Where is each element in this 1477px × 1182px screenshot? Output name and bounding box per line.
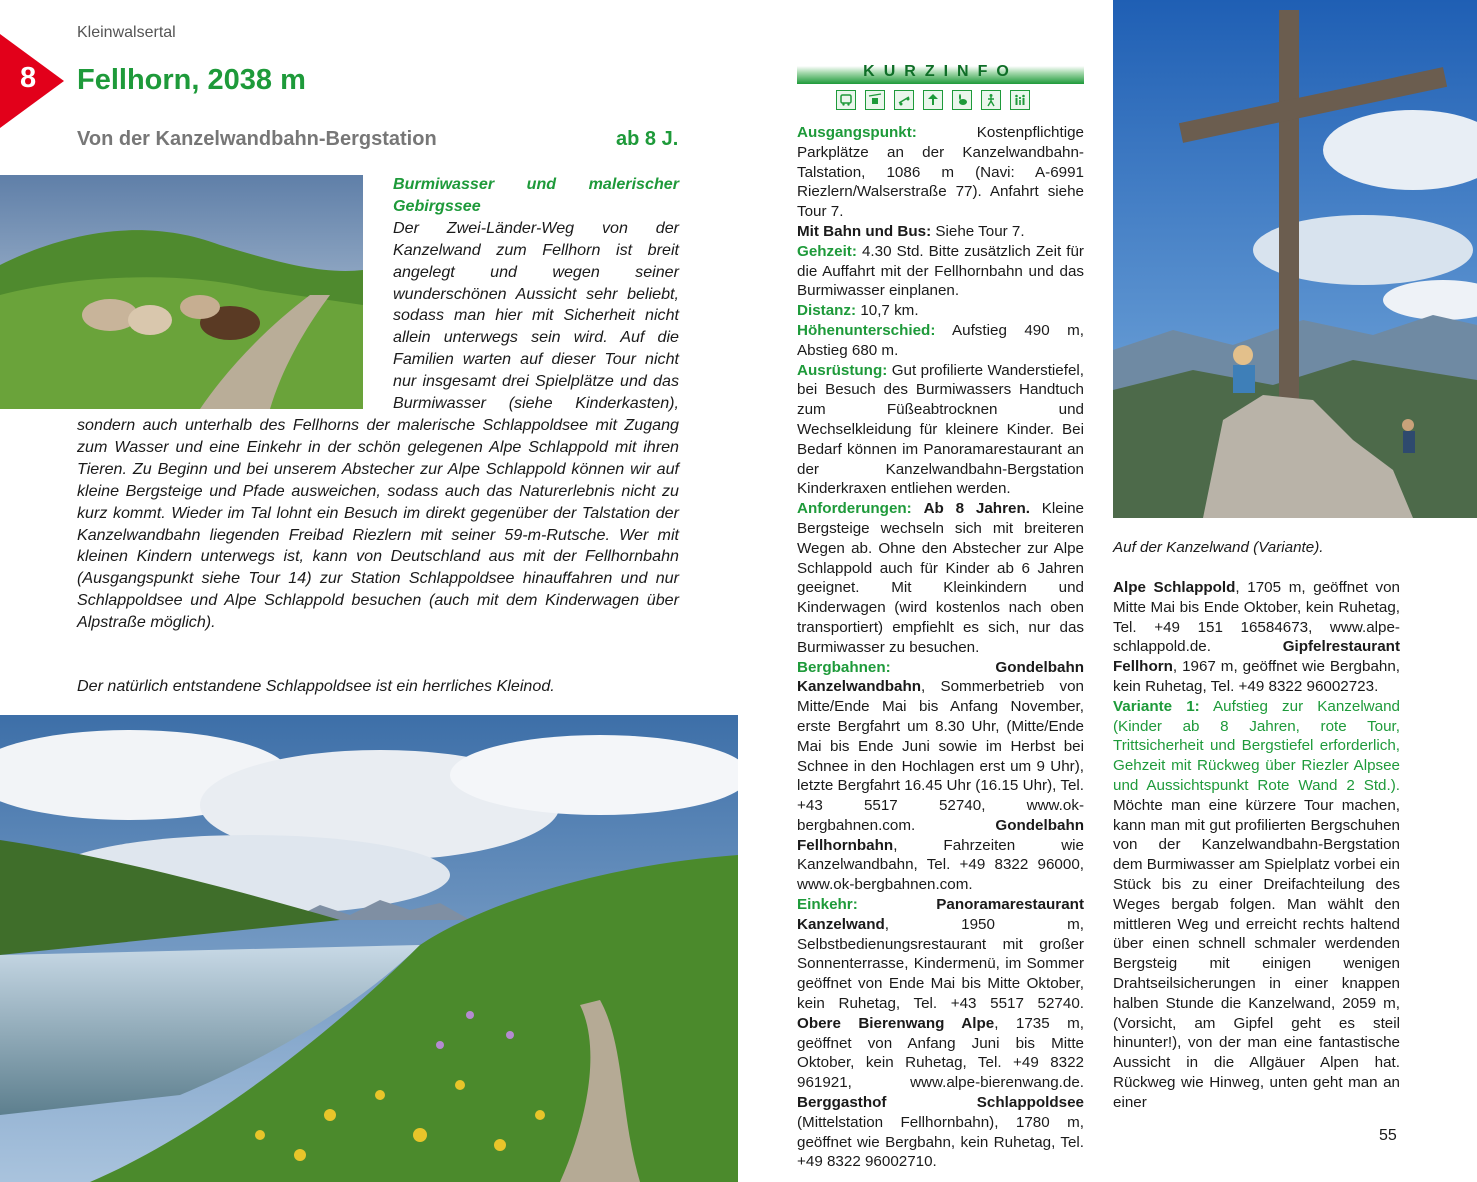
einkehr-text-2: , 1735 m, geöffnet von Anfang Juni bis Mitte Oktober, kein Ruhetag, Tel. +49 8322 961921, www.alpe-bierenwang.de. <box>797 1014 1084 1092</box>
variante-text: Möchte man eine kürzere Tour machen, kann man mit gut profilierten Bergschuhen von der Kanzelwandbahn-Bergstation dem Burmiwasser am Spielplatz vorbei ein Stück bis zu einer Dreifachteilung des Weges bergab folgen. Man wählt den mittleren Weg und erreicht rechts haltend über einen schnell schmaler werdenden Bergsteig mit einigen wenigen Drahtseilsicherungen in einer knappen halben Stunde die Kanzelwand, 2059 m, (Vorsicht, am Gipfel geht es steil hinunter!), von der man eine fantastische Aussicht in die Allgäuer Alpen hat. Rückweg wie Hinweg, unten geht man an einer <box>1113 796 1400 1111</box>
kurzinfo-column <box>797 123 1084 1172</box>
tree-icon <box>923 90 943 110</box>
page-title: Fellhorn, 2038 m <box>77 64 306 96</box>
label-hoehe: Höhenunterschied: <box>797 321 936 339</box>
intro-heading: Burmiwasser und malerischer Gebirgssee <box>393 175 679 215</box>
right-column <box>1113 578 1400 1113</box>
alpe-text: , 1705 m, geöffnet von Mitte Mai bis Ende Oktober, kein Ruhetag, Tel. +49 151 16584673, www.alpe-schlappold.de. <box>1113 579 1401 656</box>
value-gehzeit: 4.30 Std. Bitte zusätzlich Zeit für die Auffahrt mit der Fellhornbahn und das Burmiwasser einplanen. <box>797 242 1084 300</box>
caption-cross: Auf der Kanzelwand (Variante). <box>1113 539 1324 556</box>
photo-summit-cross <box>1113 0 1477 518</box>
tour-subtitle: Von der Kanzelwandbahn-Bergstation <box>77 128 437 150</box>
variante-summary: Aufstieg zur Kanzelwand (Kinder ab 8 Jahren, rote Tour, Trittsicherheit und Bergstiefel erforderlich, Gehzeit mit Rückweg über Riezler Alpsee und Aussichtspunkt Rote Wand 2 Std.). <box>1113 697 1400 794</box>
label-ausgangspunkt: Ausgangspunkt: <box>797 124 917 141</box>
rabbit-icon <box>952 90 972 110</box>
label-bergbahnen: Bergbahnen: <box>797 658 891 676</box>
value-bahn: Siehe Tour 7. <box>935 222 1025 240</box>
einkehr-name-3: Berggasthof Schlappoldsee <box>797 1094 1084 1112</box>
kurzinfo-label: KURZINFO <box>863 63 1018 80</box>
label-ausruestung: Ausrüstung: <box>797 361 888 379</box>
caption-lake: Der natürlich entstandene Schlappoldsee ist ein herrliches Kleinod. <box>77 677 555 695</box>
family-icon <box>1010 90 1030 110</box>
bus-icon <box>836 90 856 110</box>
einkehr-text-3: (Mittelstation Fellhornbahn), 1780 m, geöffnet wie Bergbahn, kein Ruhetag, Tel. +49 8322 96002710. <box>797 1113 1084 1171</box>
photo-lake <box>0 715 738 1182</box>
value-ausruestung: Gut profilierte Wanderstiefel, bei Besuch des Burmiwassers Handtuch zum Füßeabtrocknen und Wechselkleidung für kleinere Kinder. Bei Bedarf können im Panoramarestaurant an der Kanzelwandbahn-Bergstation Kinderkraxen entliehen werden. <box>797 361 1084 498</box>
einkehr-name-2: Obere Bierenwang Alpe <box>797 1014 995 1032</box>
alpe-name: Alpe Schlappold <box>1113 579 1236 596</box>
label-anforderungen: Anforderungen: <box>797 500 912 518</box>
kurzinfo-icons <box>836 90 1030 110</box>
gipfel-text: , 1967 m, geöffnet wie Bergbahn, kein Ruhetag, Tel. +49 8322 96002723. <box>1113 658 1400 695</box>
value-ausgangspunkt: Kostenpflichtige Parkplätze an der Kanzelwandbahn-Talstation, 1086 m (Navi: A-6991 Riezlern/Walserstraße 77). Anfahrt siehe Tour 7. <box>797 124 1084 221</box>
label-gehzeit: Gehzeit: <box>797 242 857 260</box>
tour-number: 8 <box>20 62 37 94</box>
bergbahn-name-1: Gondelbahn Kanzelwandbahn <box>797 658 1084 696</box>
gipfel-name: Gipfelrestaurant Fellhorn <box>1113 638 1400 676</box>
lift-icon <box>894 90 914 110</box>
cable-car-icon <box>865 90 885 110</box>
page-number: 55 <box>1379 1127 1397 1144</box>
intro-text <box>77 174 679 634</box>
region-label: Kleinwalsertal <box>77 24 176 41</box>
label-distanz: Distanz: <box>797 302 857 320</box>
einkehr-name-1: Panoramarestaurant Kanzelwand <box>797 896 1084 933</box>
variante-label: Variante 1: <box>1113 697 1200 715</box>
value-hoehe: Aufstieg 490 m, Abstieg 680 m. <box>797 321 1085 359</box>
value-anforderungen-bold: Ab 8 Jahren. <box>923 500 1030 518</box>
bergbahn-text-2: , Fahrzeiten wie Kanzelwandbahn, Tel. +49 8322 96000, www.ok-bergbahnen.com. <box>797 836 1084 894</box>
value-distanz: 10,7 km. <box>860 302 919 320</box>
intro-body: Der Zwei-Länder-Weg von der Kanzelwand zum Fellhorn ist breit angelegt und wegen seiner wunderschönen Aussicht sehr beliebt, sodass man hier mit Sicherheit nicht allein unterwegs sein wird. Auf die Familien warten auf dieser Tour nicht nur insgesamt drei Spielplätze und das Burmiwasser (siehe Kinderkasten), sondern auch unterhalb des Fellhorns der malerische Schlappoldsee mit Zugang zum Wasser und eine Einkehr in der schön gelegenen Alpe Schlappold mit ihren Tieren. Zu Beginn und bei unserem Abstecher zur Alpe Schlappold können wir auf kleine Bergsteige und Pfade ausweichen, sodass auch das Naturerlebnis nicht zu kurz kommt. Wieder im Tal lohnt ein Besuch im direkt gegenüber der Talstation der Kanzelwandbahn liegenden Freibad Riezlern mit seiner 59-m-Rutsche. Wer mit kleinen Kindern unterwegs ist, kann von Deutschland aus mit der Fellhornbahn (Ausgangspunkt siehe Tour 14) zur Station Schlappoldsee hinauffahren und nur Schlappoldsee und Alpe Schlappold besuchen (auch mit dem Kinderwagen über Alpstraße möglich). <box>77 218 679 632</box>
age-badge: ab 8 J. <box>616 128 679 150</box>
label-bahn: Mit Bahn und Bus: <box>797 222 932 240</box>
bergbahn-name-2: Gondelbahn Fellhornbahn <box>797 816 1084 854</box>
hiker-icon <box>981 90 1001 110</box>
einkehr-text-1: , 1950 m, Selbstbedienungsrestaurant mit großer Sonnenterrasse, Kindermenü, im Sommer geöffnet von Ende Mai bis Mitte Oktober, kein Ruhetag, Tel. +43 5517 52740. <box>797 915 1084 1013</box>
bergbahn-text-1: , Sommerbetrieb von Mitte/Ende Mai bis Anfang November, erste Bergfahrt um 8.30 Uhr, (Mitte/Ende Mai bis Ende Juni sowie im Herbst bei Schnee in den Hochlagen erst um 9 Uhr), letzte Bergfahrt 16.45 Uhr (16.15 Uhr), Tel. +43 5517 52740, www.ok-bergbahnen.com. <box>797 678 1084 834</box>
value-anforderungen: Kleine Bergsteige wechseln sich mit breiteren Wegen ab. Ohne den Abstecher zur Alpe Schlappold auch für Kinder ab 6 Jahren geeignet. Mit Kleinkindern und Kinderwagen (wird kostenlos nach oben transportiert) empfiehlt es sich, nur das Burmiwasser zu besuchen. <box>797 500 1084 656</box>
label-einkehr: Einkehr: <box>797 896 858 914</box>
